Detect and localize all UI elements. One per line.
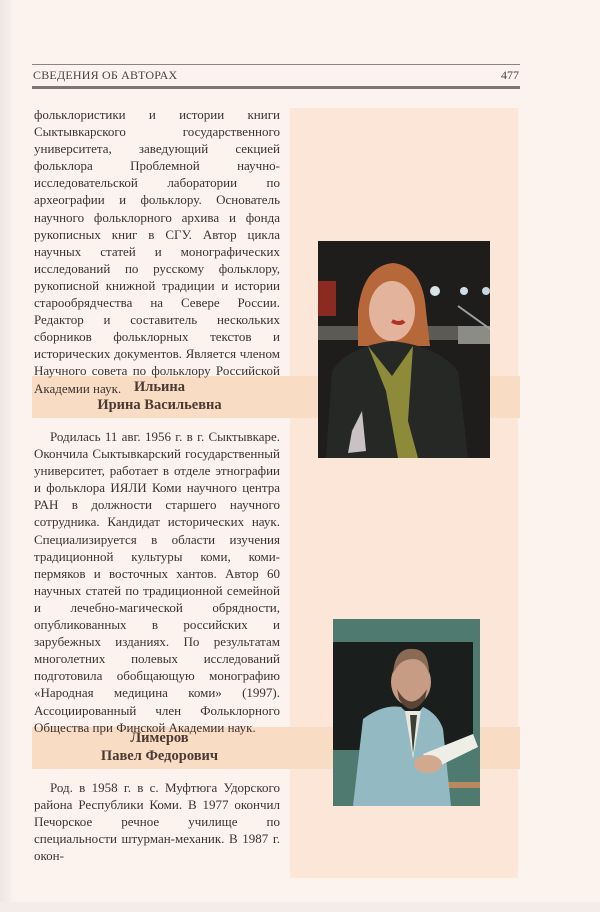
bio-text: Род. в 1958 г. в с. Муфтюга Удорского района Республики Коми. В 1977 окончил Печорское речное училище по специальности штурман-механик. В 1987 г. окон- [34, 780, 280, 864]
author-photo-ilina [318, 241, 490, 458]
page-number: 477 [501, 68, 519, 82]
intro-text: фольклористики и истории книги Сыктывкарского государственного университета, заведующий секцией фольклора Проблемной научно-исследовательской лаборатории по археографии и фольклору. Основатель научного фольклорного архива и фонда рукописных книг в СГУ. Автор цикла научных статей и монографических исследований по русскому фольклору, рукописной книжной традиции и истории старообрядчества на Севере России. Редактор и составитель нескольких сборников фольклорных текстов и исторических документов. Является членом Научного совета по фольклору Российской Академии наук. [34, 107, 280, 396]
page-edge [0, 0, 12, 912]
intro-paragraph [34, 106, 280, 397]
author-given-names: Павел Федорович [100, 748, 219, 764]
author-bio-limerov [34, 779, 280, 864]
author-given-names: Ирина Васильевна [97, 397, 222, 413]
author-surname: Ильина [133, 379, 186, 395]
author-name-ilina [32, 378, 287, 414]
header-rule-bottom [32, 86, 520, 89]
running-header-title: СВЕДЕНИЯ ОБ АВТОРАХ [33, 68, 178, 82]
author-photo-limerov [333, 619, 480, 806]
bio-text: Родилась 11 авг. 1956 г. в г. Сыктывкаре. Окончила Сыктывкарский государственный университет, работает в отделе этнографии и фольклора ИЯЛИ Коми научного центра РАН в должности старшего научного сотрудника. Кандидат исторических наук. Специализируется в области изучения традиционной культуры коми, коми-пермяков и восточных хантов. Автор 60 научных статей по традиционной семейной и лечебно-магической обрядности, опубликованных в российских и зарубежных изданиях. По результатам многолетних полевых исследований подготовила обобщающую монографию «Народная медицина коми» (1997). Ассоциированный член Фольклорного Общества при Финской Академии наук. [34, 429, 280, 735]
page-bottom-edge [0, 902, 600, 912]
portrait-woman-image [318, 241, 490, 458]
header-rule-top [32, 64, 520, 65]
author-bio-ilina [34, 428, 280, 736]
portrait-man-image [333, 619, 480, 806]
author-name-limerov [32, 729, 287, 765]
author-surname: Лимеров [130, 730, 189, 746]
